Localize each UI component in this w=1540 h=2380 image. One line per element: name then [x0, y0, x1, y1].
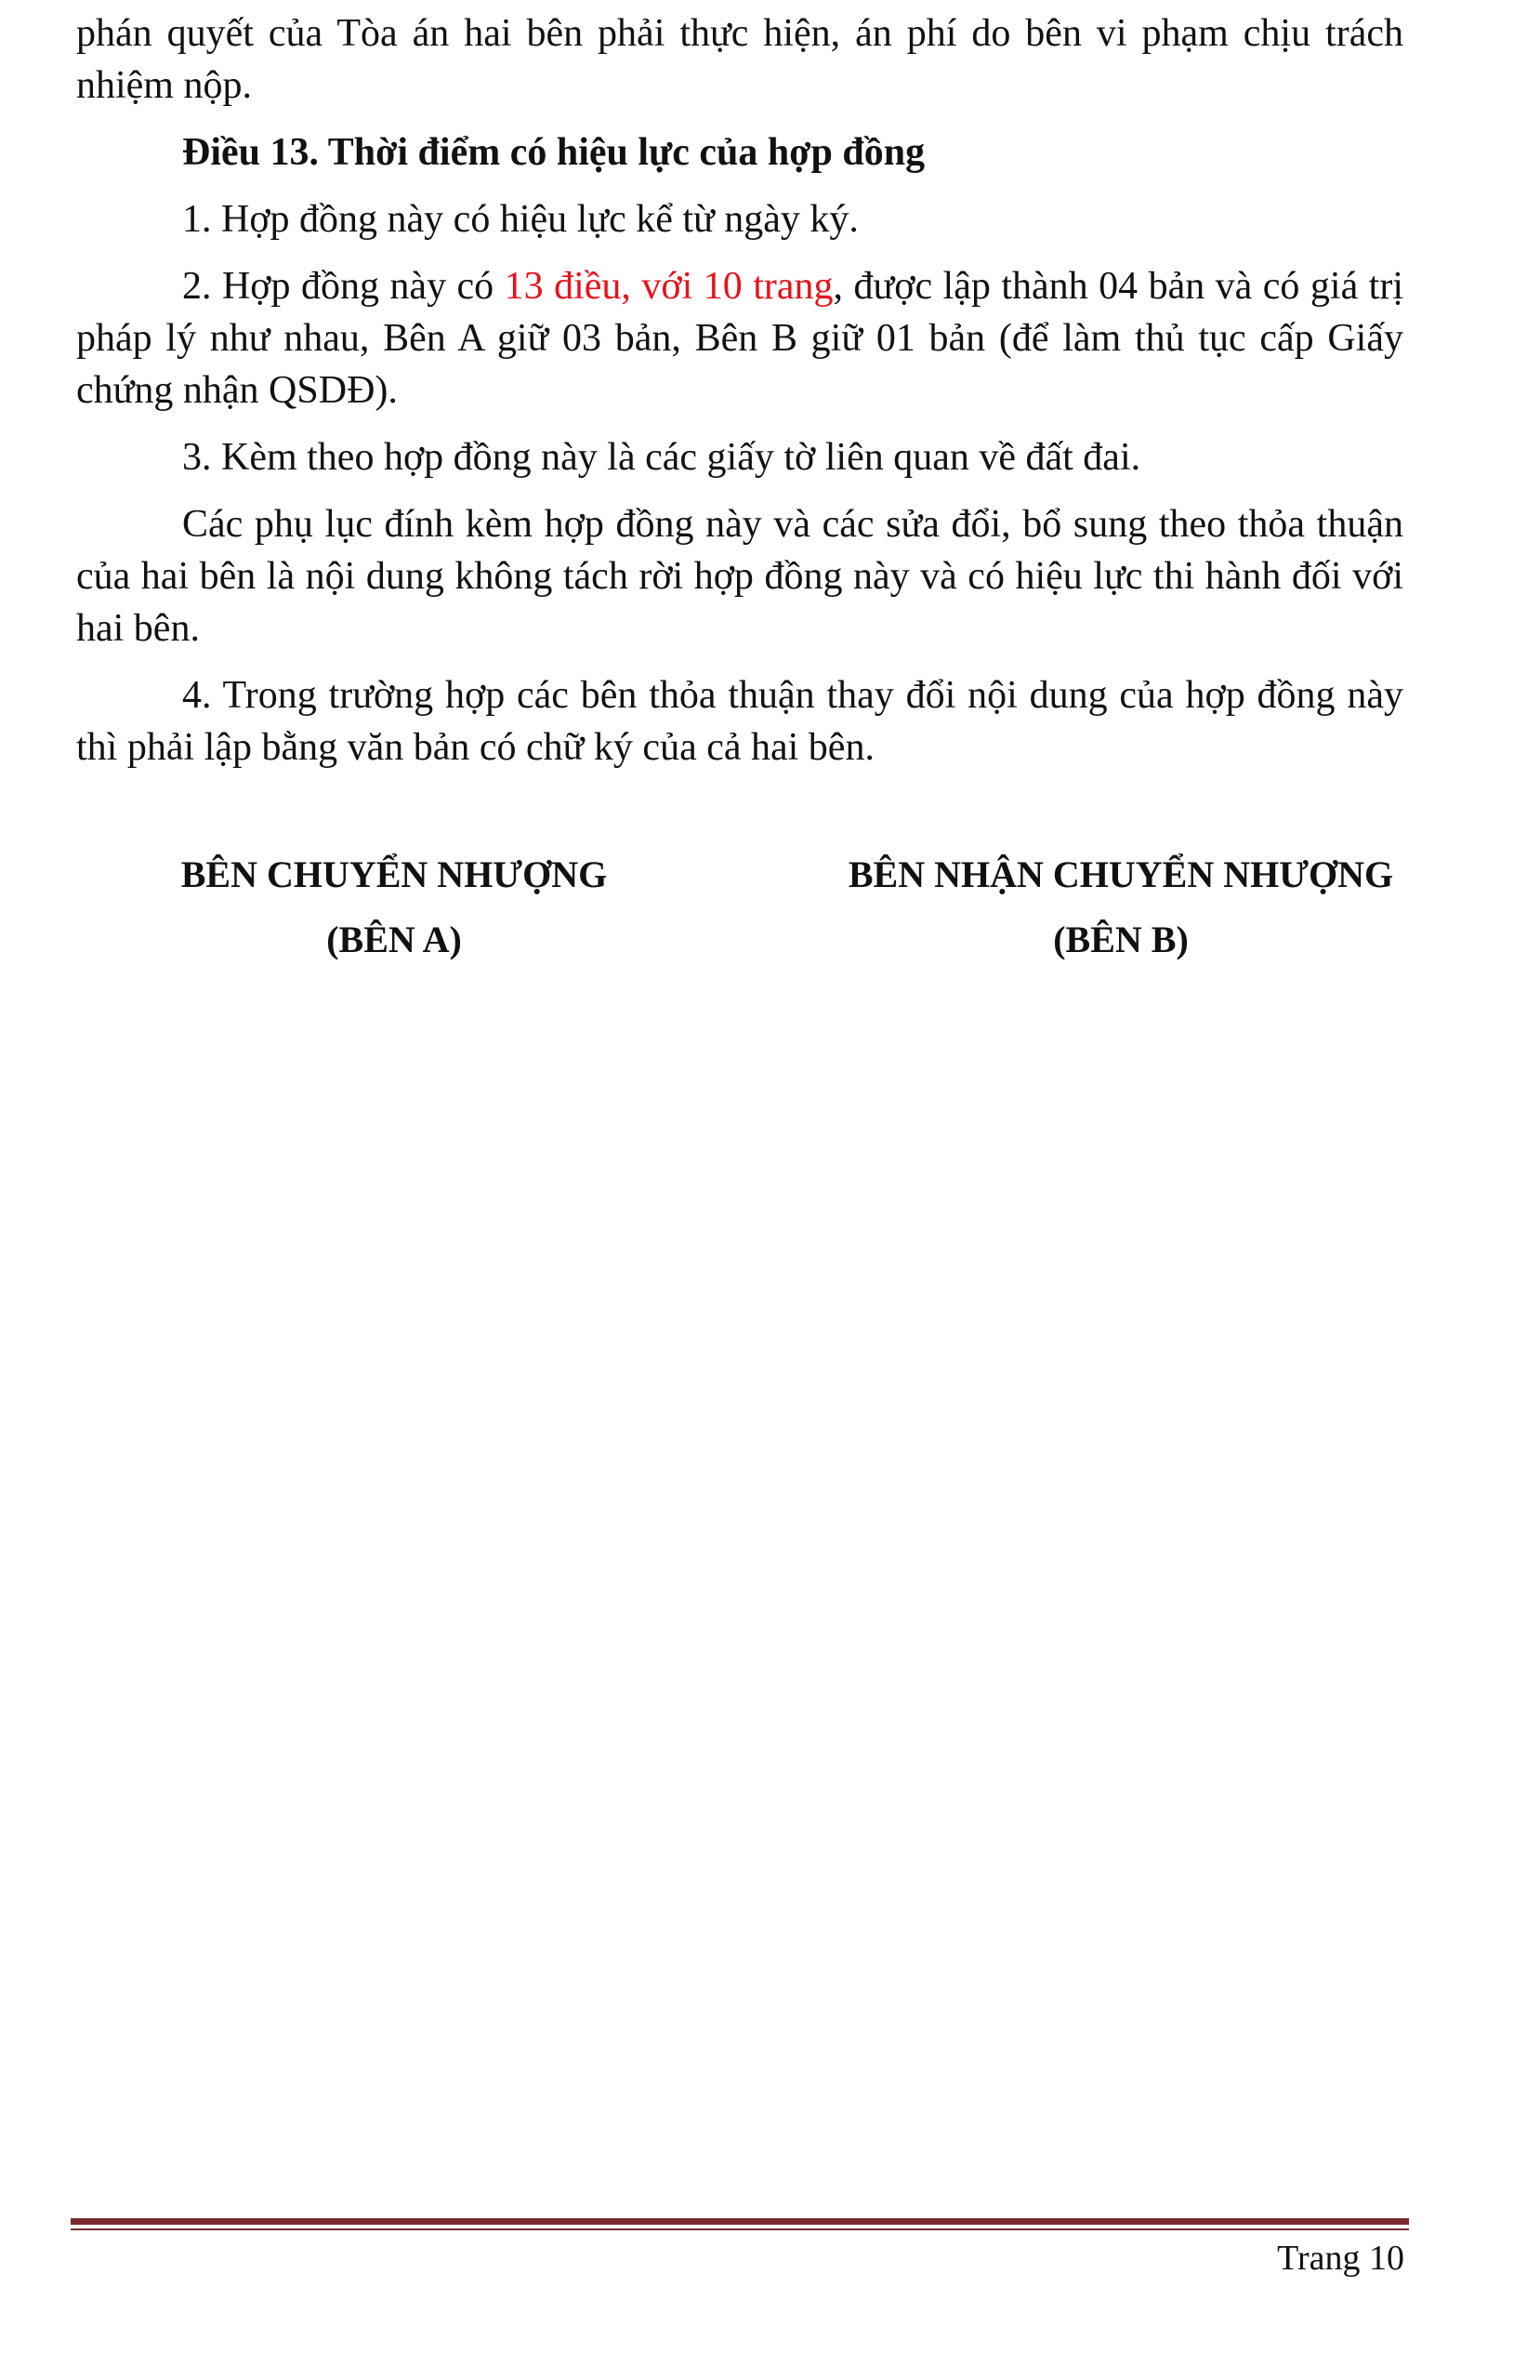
- intro-paragraph: phán quyết của Tòa án hai bên phải thực hiện, án phí do bên vi phạm chịu trách nhiệm nộp.: [76, 12, 1403, 107]
- clause-2-text-before: 2. Hợp đồng này có: [182, 265, 505, 308]
- clause-2-text-after: , được lập thành 04 bản và có giá trị pháp lý như nhau, Bên A giữ 03 bản, Bên B giữ 01 bản (để làm thủ tục cấp Giấy chứng nhận QSDĐ).: [76, 265, 1403, 412]
- clause-2: [76, 260, 1403, 416]
- clause-4: 4. Trong trường hợp các bên thỏa thuận thay đổi nội dung của hợp đồng này thì phải lập bằng văn bản có chữ ký của cả hai bên.: [76, 674, 1403, 769]
- page-number: Trang 10: [1277, 2239, 1404, 2278]
- article-13-heading: Điều 13. Thời điểm có hiệu lực của hợp đồng: [182, 131, 926, 174]
- footer-rule-thick: [71, 2218, 1409, 2225]
- footer-rule-thin: [71, 2228, 1409, 2230]
- document-body: [76, 7, 1403, 774]
- clause-3: 3. Kèm theo hợp đồng này là các giấy tờ liên quan về đất đai.: [182, 436, 1141, 479]
- party-b-title: BÊN NHẬN CHUYỂN NHƯỢNG: [848, 853, 1394, 895]
- party-a-label: (BÊN A): [326, 919, 462, 960]
- appendix-paragraph: Các phụ lục đính kèm hợp đồng này và các sửa đổi, bổ sung theo thỏa thuận của hai bên là nội dung không tách rời hợp đồng này và có hiệu lực thi hành đối với hai bên.: [76, 503, 1403, 650]
- clause-1: 1. Hợp đồng này có hiệu lực kể từ ngày ký.: [182, 198, 859, 241]
- clause-2-highlight: 13 điều, với 10 trang: [504, 265, 834, 308]
- signature-block-party-a: [173, 851, 615, 964]
- party-b-label: (BÊN B): [1053, 919, 1189, 960]
- party-a-title: BÊN CHUYỂN NHƯỢNG: [180, 853, 608, 895]
- signature-block-party-b: [836, 851, 1405, 964]
